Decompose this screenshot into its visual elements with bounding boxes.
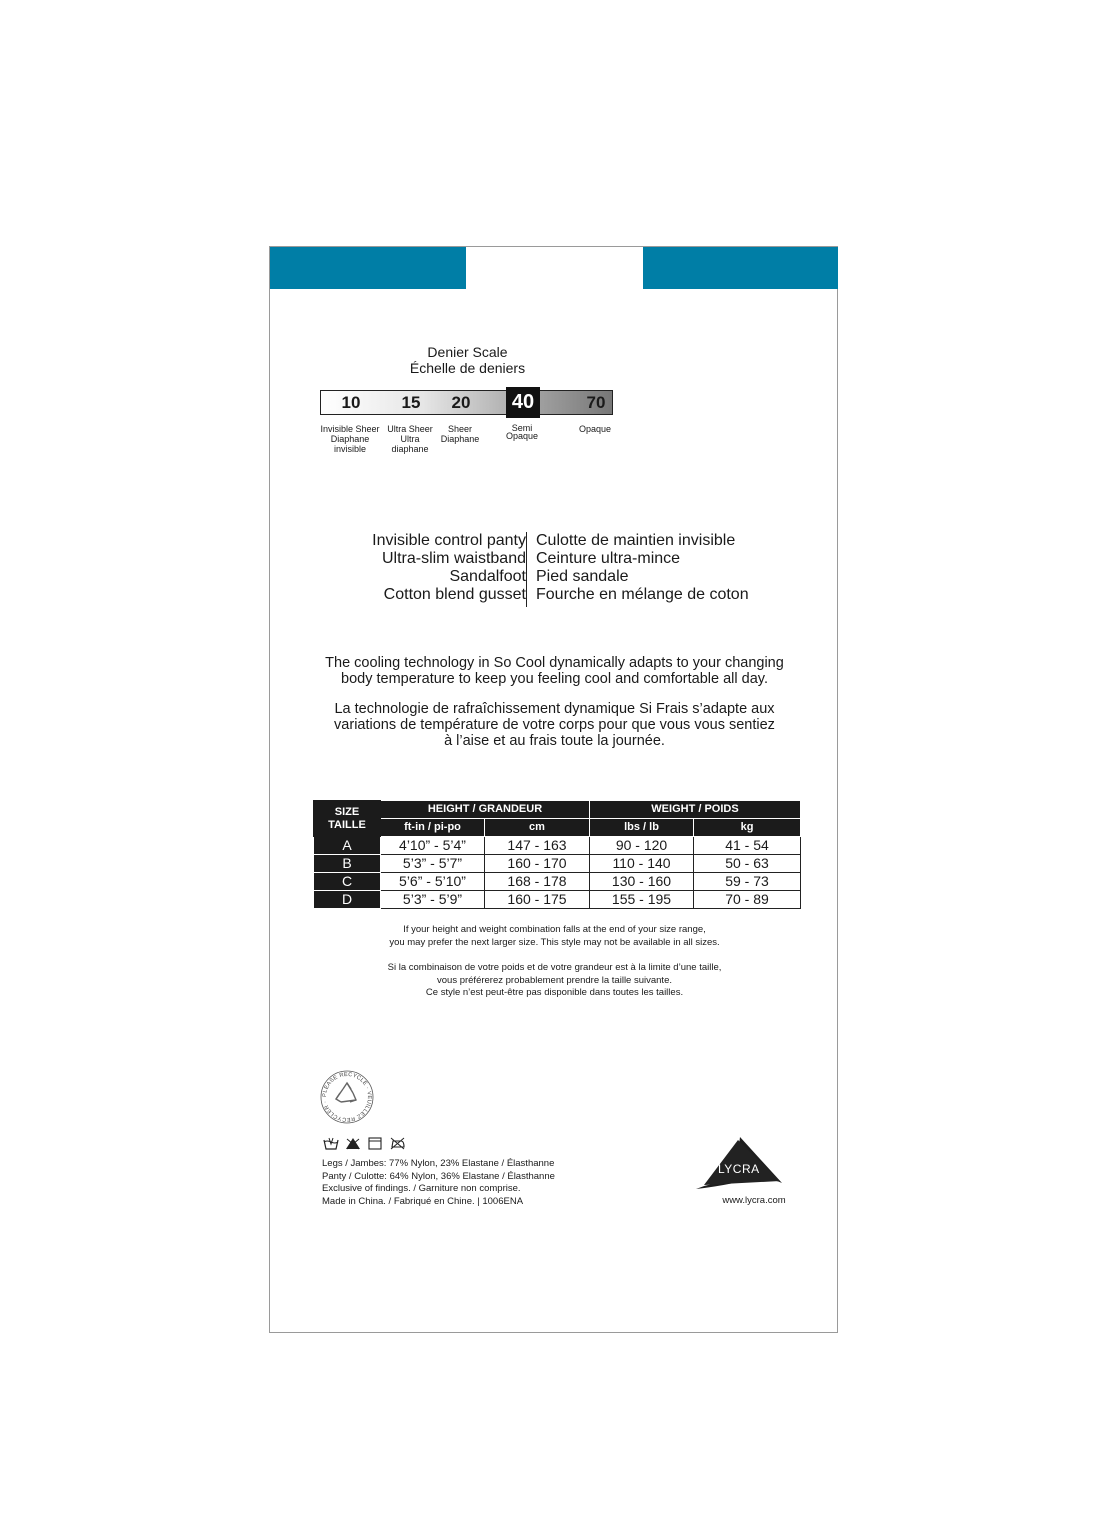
lycra-logo (694, 1137, 784, 1193)
size-header-en: SIZE (334, 805, 360, 818)
denier-label-line: Invisible Sheer (320, 424, 380, 434)
ftin-cell: 5’3” - 5’9” (381, 891, 485, 909)
top-right-color-tab (643, 247, 838, 289)
denier-label-line: Opaque (578, 424, 612, 434)
note-line: Ce style n’est peut-être pas disponible dans toutes les tailles. (425, 987, 684, 998)
note-line: If your height and weight combination falls at the end of your size range, (403, 924, 706, 935)
feature-item: Culotte de maintien invisible (536, 532, 736, 549)
table-row (314, 855, 801, 873)
lbs-cell: 90 - 120 (590, 837, 694, 855)
size-header (314, 801, 381, 837)
top-left-color-tab (270, 247, 466, 289)
kg-cell: 50 - 63 (694, 855, 801, 873)
package-back-panel (269, 246, 838, 1333)
size-header-fr: TAILLE (328, 818, 366, 831)
recycle-icon (319, 1069, 375, 1125)
height-header: HEIGHT / GRANDEUR (381, 801, 590, 819)
lbs-cell: 155 - 195 (590, 891, 694, 909)
denier-value-15: 15 (401, 393, 421, 412)
feature-item: Invisible control panty (372, 532, 526, 549)
features-divider (526, 532, 527, 607)
denier-label-line: Diaphane (330, 434, 370, 444)
size-note-english (290, 924, 819, 949)
cm-header: cm (485, 819, 590, 837)
description-french (290, 701, 819, 749)
features-french (536, 532, 749, 604)
description-line: à l’aise et au frais toute la journée. (444, 733, 665, 749)
cm-cell: 147 - 163 (485, 837, 590, 855)
ftin-header: ft-in / pi-po (381, 819, 485, 837)
lbs-header: lbs / lb (590, 819, 694, 837)
description-line: The cooling technology in So Cool dynamically adapts to your changing (325, 655, 784, 671)
recycle-text: PLEASE RECYCLE · VEUILLEZ RECYCLER · (321, 1071, 373, 1123)
fabric-composition (322, 1158, 555, 1209)
denier-value-70: 70 (586, 393, 606, 412)
denier-scale-bar (320, 390, 613, 415)
composition-line: Panty / Culotte: 64% Nylon, 36% Elastane / Élasthanne (322, 1170, 555, 1182)
feature-item: Ceinture ultra-mince (536, 550, 681, 567)
note-line: vous préférerez probablement prendre la taille suivante. (437, 974, 672, 986)
ftin-cell: 5’3” - 5’7” (381, 855, 485, 873)
lbs-cell: 130 - 160 (590, 873, 694, 891)
kg-cell: 41 - 54 (694, 837, 801, 855)
size-cell: C (314, 873, 381, 891)
denier-label-line: Diaphane (440, 434, 480, 444)
denier-scale-title-fr: Échelle de deniers (409, 360, 526, 376)
size-note-french (290, 962, 819, 1000)
denier-label-10 (318, 424, 382, 454)
lbs-cell: 110 - 140 (590, 855, 694, 873)
kg-header: kg (694, 819, 801, 837)
composition-line: Made in China. / Fabriqué en Chine. | 1006ENA (322, 1196, 524, 1208)
size-cell: D (314, 891, 381, 909)
brand-url: www.lycra.com (722, 1195, 786, 1206)
denier-label-line: diaphane (391, 444, 429, 454)
denier-value-20: 20 (451, 393, 471, 412)
denier-label-line: Opaque (505, 431, 539, 441)
size-cell: B (314, 855, 381, 873)
denier-label-line: Ultra (400, 434, 420, 444)
description-english (290, 655, 819, 687)
tumble-dry-icon (367, 1136, 383, 1150)
kg-cell: 70 - 89 (694, 891, 801, 909)
note-line: you may prefer the next larger size. This style may not be available in all sizes. (389, 936, 720, 948)
denier-scale-title-en: Denier Scale (427, 344, 508, 360)
denier-label-line: Sheer (447, 424, 473, 434)
kg-cell: 59 - 73 (694, 873, 801, 891)
denier-label-40 (490, 424, 554, 440)
feature-item: Cotton blend gusset (383, 586, 526, 603)
ftin-cell: 5’6” - 5’10” (381, 873, 485, 891)
composition-line: Legs / Jambes: 77% Nylon, 23% Elastane / Élasthanne (322, 1158, 555, 1169)
cm-cell: 160 - 170 (485, 855, 590, 873)
ftin-cell: 4’10” - 5’4” (381, 837, 485, 855)
denier-scale-title (390, 344, 545, 376)
cm-cell: 168 - 178 (485, 873, 590, 891)
denier-label-20 (428, 424, 492, 444)
feature-item: Fourche en mélange de coton (536, 586, 749, 603)
size-chart-subheader-row (314, 819, 801, 837)
description-line: variations de température de votre corps pour que vous vous sentiez (334, 717, 775, 733)
no-iron-icon (389, 1136, 405, 1150)
description-line: La technologie de rafraîchissement dynamique Si Frais s’adapte aux (334, 701, 775, 717)
feature-item: Pied sandale (536, 568, 629, 585)
denier-value-10: 10 (341, 393, 361, 412)
denier-label-line: Semi (511, 423, 533, 433)
no-bleach-icon (345, 1136, 361, 1150)
note-line: Si la combinaison de votre poids et de votre grandeur est à la limite d’une taille, (387, 962, 722, 973)
description-line: body temperature to keep you feeling cool and comfortable all day. (341, 671, 768, 687)
feature-item: Sandalfoot (449, 568, 526, 585)
feature-item: Ultra-slim waistband (381, 550, 526, 567)
table-row (314, 873, 801, 891)
table-row (314, 891, 801, 909)
svg-text:PLEASE RECYCLE · VEUILLEZ RECY (322, 1072, 372, 1122)
size-cell: A (314, 837, 381, 855)
features-english (372, 532, 526, 604)
composition-line: Exclusive of findings. / Garniture non comprise. (322, 1183, 521, 1195)
denier-label-line: invisible (333, 444, 366, 454)
denier-label-line: Ultra Sheer (387, 424, 433, 434)
weight-header: WEIGHT / POIDS (590, 801, 801, 819)
cm-cell: 160 - 175 (485, 891, 590, 909)
hand-wash-icon (323, 1136, 339, 1150)
lycra-logo-text: LYCRA (718, 1162, 760, 1176)
size-chart-header-row (314, 801, 801, 819)
size-chart-table (313, 800, 801, 909)
denier-value-selected: 40 (506, 387, 540, 418)
care-icons (323, 1135, 405, 1151)
denier-label-70 (563, 424, 627, 434)
table-row (314, 837, 801, 855)
